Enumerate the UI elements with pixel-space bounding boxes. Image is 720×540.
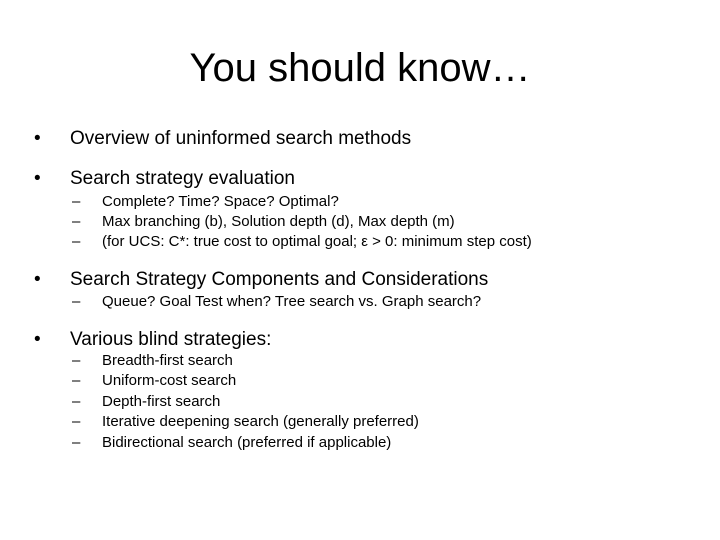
sub-item bbox=[72, 433, 391, 454]
bullet-components bbox=[34, 268, 488, 292]
dash-marker: – bbox=[72, 293, 81, 310]
slide-title: You should know… bbox=[189, 46, 531, 90]
sub-item bbox=[72, 292, 481, 313]
sub-text: Queue? Goal Test when? Tree search vs. Graph search? bbox=[102, 293, 482, 310]
sub-item bbox=[72, 371, 236, 392]
bullet-marker: • bbox=[34, 168, 41, 189]
dash-marker: – bbox=[72, 393, 81, 410]
sub-text: Bidirectional search (preferred if applicable) bbox=[102, 434, 392, 451]
bullet-text: Search strategy evaluation bbox=[70, 168, 295, 189]
dash-marker: – bbox=[72, 213, 81, 230]
sub-item bbox=[72, 392, 220, 413]
sub-text: Max branching (b), Solution depth (d), Max depth (m) bbox=[102, 213, 455, 230]
bullet-marker: • bbox=[34, 329, 41, 350]
sub-text: Depth-first search bbox=[102, 393, 221, 410]
sub-text: (for UCS: C*: true cost to optimal goal; ε > 0: minimum step cost) bbox=[102, 233, 532, 250]
bullet-evaluation bbox=[34, 167, 295, 191]
bullet-marker: • bbox=[34, 269, 41, 290]
sub-item bbox=[72, 232, 532, 253]
bullet-text: Search Strategy Components and Considerations bbox=[70, 269, 489, 290]
sub-text: Iterative deepening search (generally preferred) bbox=[102, 413, 419, 430]
bullet-text: Overview of uninformed search methods bbox=[70, 128, 412, 149]
sub-text: Uniform-cost search bbox=[102, 372, 237, 389]
dash-marker: – bbox=[72, 413, 81, 430]
sub-text: Breadth-first search bbox=[102, 352, 233, 369]
bullet-marker: • bbox=[34, 128, 41, 149]
bullet-blind-strategies bbox=[34, 328, 271, 352]
dash-marker: – bbox=[72, 372, 81, 389]
dash-marker: – bbox=[72, 193, 81, 210]
bullet-overview bbox=[34, 127, 411, 151]
sub-text: Complete? Time? Space? Optimal? bbox=[102, 193, 339, 210]
sub-item bbox=[72, 212, 455, 233]
sub-item bbox=[72, 412, 419, 433]
sub-item bbox=[72, 192, 339, 213]
dash-marker: – bbox=[72, 352, 81, 369]
bullet-text: Various blind strategies: bbox=[70, 329, 272, 350]
dash-marker: – bbox=[72, 233, 81, 250]
sub-item bbox=[72, 351, 233, 372]
dash-marker: – bbox=[72, 434, 81, 451]
